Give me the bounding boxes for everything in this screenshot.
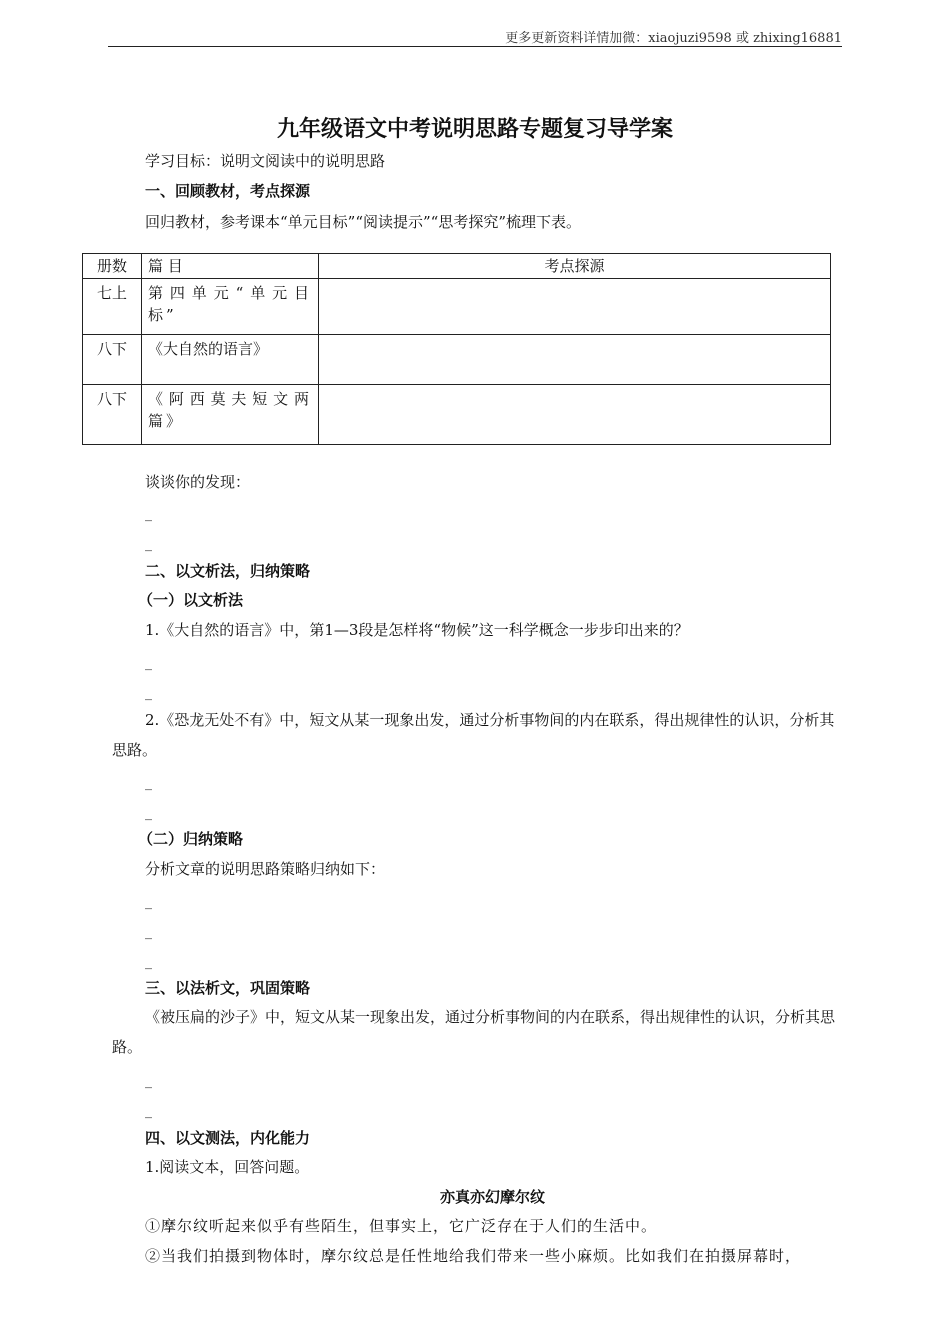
- table-row: [83, 385, 831, 445]
- answer-blank: _: [145, 506, 152, 522]
- header-note: 更多更新资料详情加微：xiaojuzi9598 或 zhixing16881: [505, 31, 842, 46]
- row-title: 《大自然的语言》: [142, 335, 319, 385]
- article-title: 亦真亦幻摩尔纹: [439, 1188, 545, 1206]
- section4-task: 1.阅读文本，回答问题。: [145, 1158, 310, 1176]
- row-title: 《阿西莫夫短文两篇》: [142, 385, 319, 445]
- answer-blank: _: [145, 536, 152, 552]
- answer-blank: _: [145, 924, 152, 940]
- learning-objective: 学习目标：说明文阅读中的说明思路: [145, 152, 386, 170]
- question-2: 2.《恐龙无处不有》中，短文从某一现象出发，通过分析事物间的内在联系，得出规律性的认识，分析其思路。: [112, 711, 835, 759]
- discovery-prompt: 谈谈你的发现：: [145, 473, 251, 491]
- answer-blank: _: [145, 1073, 152, 1089]
- section4-heading: 四、以文测法，内化能力: [145, 1129, 311, 1147]
- answer-blank: _: [145, 894, 152, 910]
- header-title: [142, 254, 319, 279]
- header-title-text: 篇 目: [148, 257, 183, 275]
- header-rule: [108, 46, 842, 47]
- answer-blank: _: [145, 1103, 152, 1119]
- row-title: 第四单元“单元目标”: [142, 279, 319, 335]
- header-volume: 册数: [83, 254, 142, 279]
- row-volume: 八下: [83, 335, 142, 385]
- answer-blank: _: [145, 805, 152, 821]
- table-row: [83, 335, 831, 385]
- answer-blank: _: [145, 775, 152, 791]
- question-1: 1.《大自然的语言》中，第1—3段是怎样将“物候”这一科学概念一步步印出来的？: [145, 621, 689, 639]
- answer-blank: _: [145, 655, 152, 671]
- section1-heading: 一、回顾教材，考点探源: [145, 182, 311, 200]
- answer-blank: _: [145, 685, 152, 701]
- article-paragraph-1: ①摩尔纹听起来似乎有些陌生，但事实上，它广泛存在于人们的生活中。: [145, 1217, 658, 1235]
- section2-sub2: （二）归纳策略: [138, 830, 244, 848]
- header-source: 考点探源: [319, 254, 831, 279]
- article-paragraph-2: ②当我们拍摄到物体时，摩尔纹总是任性地给我们带来一些小麻烦。比如我们在拍摄屏幕时，: [145, 1247, 802, 1265]
- section3-text: 《被压扁的沙子》中，短文从某一现象出发，通过分析事物间的内在联系，得出规律性的认识，分析其思路。: [112, 1008, 836, 1056]
- row-volume: 七上: [83, 279, 142, 335]
- answer-blank: _: [145, 954, 152, 970]
- row-source: [319, 279, 831, 335]
- section1-intro: 回归教材，参考课本“单元目标”“阅读提示”“思考探究”梳理下表。: [145, 213, 582, 231]
- section2-sub1: （一）以文析法: [138, 591, 244, 609]
- table-row: [83, 279, 831, 335]
- page-title: 九年级语文中考说明思路专题复习导学案: [276, 117, 673, 142]
- row-volume: 八下: [83, 385, 142, 445]
- row-source: [319, 385, 831, 445]
- section2-heading: 二、以文析法，归纳策略: [145, 562, 311, 580]
- table-header-row: [83, 254, 831, 279]
- review-table: [82, 253, 831, 445]
- strategy-prompt: 分析文章的说明思路策略归纳如下：: [145, 860, 386, 878]
- section3-heading: 三、以法析文，巩固策略: [145, 979, 311, 997]
- row-source: [319, 335, 831, 385]
